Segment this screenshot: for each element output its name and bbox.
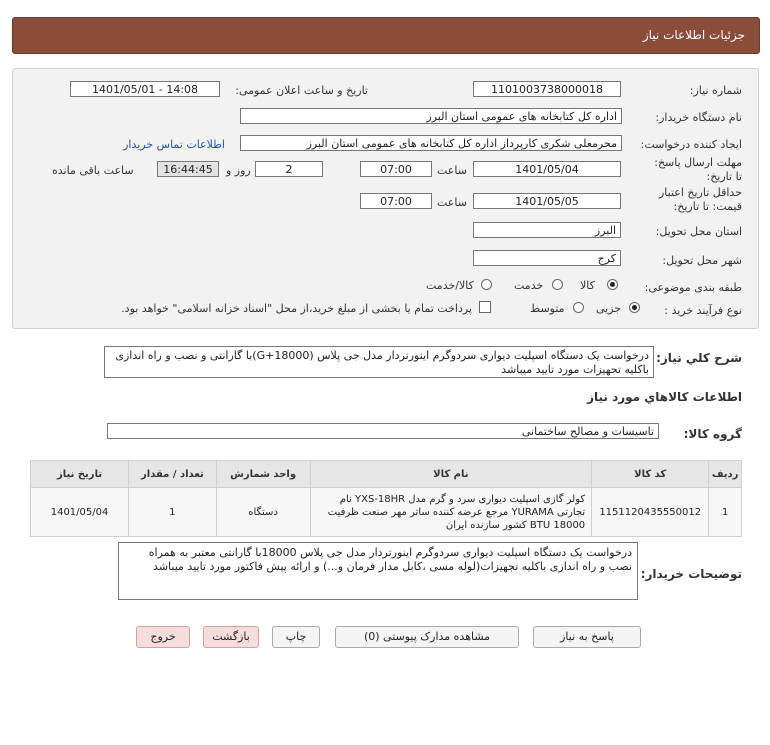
category-radio-service[interactable] [552, 279, 563, 290]
days-label: روز و [226, 164, 251, 177]
province-field: البرز [473, 222, 621, 238]
cell-qty: 1 [129, 488, 217, 537]
col-index: ردیف [709, 461, 742, 488]
announce-field: 1401/05/01 - 14:08 [70, 81, 220, 97]
back-button[interactable]: بازگشت [203, 626, 259, 648]
col-code: کد کالا [592, 461, 709, 488]
validity-label: حداقل تاریخ اعتبار قیمت: تا تاریخ: [658, 186, 742, 213]
reply-button[interactable]: پاسخ به نیاز [533, 626, 641, 648]
cell-index: 1 [709, 488, 742, 537]
table-header-row [31, 461, 742, 488]
cell-unit: دستگاه [216, 488, 310, 537]
buyer-notes-field: درخواست یک دستگاه اسپلیت دیواری سردوگرم اینورتردار مدل جی پلاس 18000با گارانتی معتبر به همراه نصب و راه اندازی باکلیه تجهیزات(لوله مسی ،کابل مدار فرمان و...) و ارائه پیش فاکتور مورد تایید میباشد [118, 542, 638, 600]
buyer-label: نام دستگاه خریدار: [655, 111, 742, 124]
validity-time-label: ساعت [437, 196, 467, 209]
category-option-service: خدمت [514, 279, 544, 292]
remaining-label: ساعت باقی مانده [52, 164, 134, 177]
process-option-medium: متوسط [530, 302, 565, 315]
table-row [31, 488, 742, 537]
treasury-note: پرداخت تمام یا بخشی از مبلغ خرید،از محل "اسناد خزانه اسلامی" خواهد بود. [121, 302, 472, 315]
buyer-contact-link[interactable]: اطلاعات تماس خریدار [123, 138, 225, 151]
category-label: طبقه بندی موضوعی: [644, 281, 742, 294]
col-need-date: تاریخ نیاز [31, 461, 129, 488]
buyer-field: اداره کل کتابخانه های عمومی استان البرز [240, 108, 622, 124]
process-option-minor: جزیی [596, 302, 622, 315]
summary-label: شرح کلي نياز: [656, 351, 742, 365]
goods-table [30, 460, 742, 537]
category-option-goods-service: کالا/خدمت [426, 279, 474, 292]
deadline-time-label: ساعت [437, 164, 467, 177]
process-label: نوع فرآیند خرید : [664, 304, 742, 317]
goods-heading: اطلاعات کالاهاي مورد نياز [587, 390, 742, 404]
city-field: کرج [473, 250, 621, 266]
page-title: جزئیات اطلاعات نیاز [642, 28, 745, 42]
goods-group-label: گروه کالا: [683, 427, 742, 441]
cell-need-date: 1401/05/04 [31, 488, 129, 537]
creator-field: محرمعلی شکری کارپرداز اداره کل کتابخانه های عمومی استان البرز [240, 135, 622, 151]
deadline-label: مهلت ارسال پاسخ: تا تاریخ: [654, 156, 742, 183]
col-qty: تعداد / مقدار [129, 461, 217, 488]
summary-field: درخواست یک دستگاه اسپلیت دیواری سردوگرم اینورتردار مدل جی پلاس (18000+G)با گارانتی و نصب و راه اندازی باکلیه تجهیزات مورد تایید میباشد [104, 346, 654, 378]
validity-date-field: 1401/05/05 [473, 193, 621, 209]
page-header [12, 17, 760, 54]
col-name: نام کالا [310, 461, 592, 488]
treasury-checkbox[interactable] [479, 301, 491, 313]
deadline-time-field: 07:00 [360, 161, 432, 177]
cell-name: کولر گازی اسپلیت دیواری سرد و گرم مدل YXS-18HR نام تجارتی YURAMA مرجع عرضه کننده ساتر مهر صنعت ظرفیت 18000 BTU کشور سازنده ایران [310, 488, 592, 537]
print-button[interactable]: چاپ [272, 626, 320, 648]
need-number-field: 1101003738000018 [473, 81, 621, 97]
city-label: شهر محل تحویل: [662, 254, 742, 267]
buyer-notes-label: توضیحات خریدار: [640, 567, 742, 581]
process-radio-medium[interactable] [573, 302, 584, 313]
category-option-goods: کالا [580, 279, 595, 292]
days-field: 2 [255, 161, 323, 177]
cell-code: 1151120435550012 [592, 488, 709, 537]
province-label: استان محل تحویل: [655, 225, 742, 238]
remaining-time-field: 16:44:45 [157, 161, 219, 177]
creator-label: ایجاد کننده درخواست: [640, 138, 742, 151]
deadline-date-field: 1401/05/04 [473, 161, 621, 177]
category-radio-goods[interactable] [607, 279, 618, 290]
goods-group-field: تاسیسات و مصالح ساختمانی [107, 423, 659, 439]
announce-label: تاریخ و ساعت اعلان عمومی: [235, 84, 368, 97]
validity-time-field: 07:00 [360, 193, 432, 209]
category-radio-goods-service[interactable] [481, 279, 492, 290]
process-radio-minor[interactable] [629, 302, 640, 313]
attachments-button[interactable]: مشاهده مدارک پیوستی (0) [335, 626, 519, 648]
exit-button[interactable]: خروج [136, 626, 190, 648]
need-number-label: شماره نیاز: [689, 84, 742, 97]
col-unit: واحد شمارش [216, 461, 310, 488]
